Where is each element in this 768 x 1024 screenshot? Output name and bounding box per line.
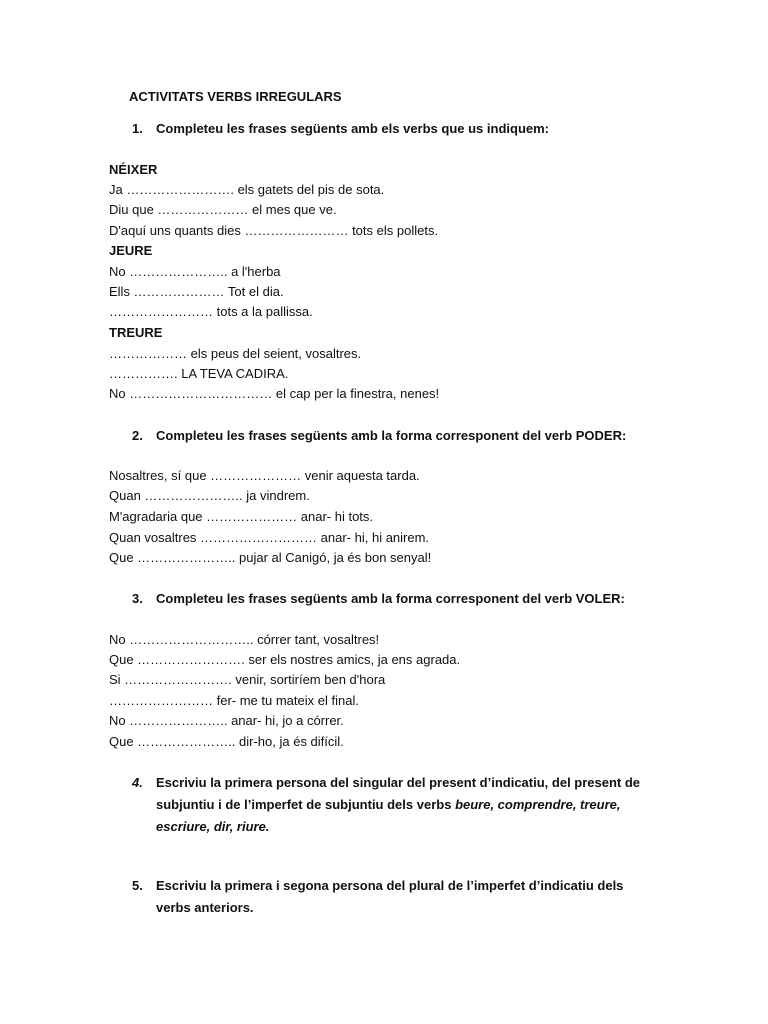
verb-heading-neixer: NÉIXER xyxy=(109,162,158,177)
exercise-line: D'aquí uns quants dies …………………… tots els pollets. xyxy=(109,223,439,238)
section-4-instruction xyxy=(156,772,664,838)
exercise-line: Que ……………………. ser els nostres amics, ja ens agrada. xyxy=(109,652,461,667)
section-3-number: 3. xyxy=(132,591,143,606)
exercise-line: Ja ……………………. els gatets del pis de sota. xyxy=(109,182,385,197)
section-4-verb-list: beure, comprendre, treure, escriure, dir, riure. xyxy=(156,797,621,834)
exercise-line: ……………… els peus del seient, vosaltres. xyxy=(109,346,362,361)
exercise-line: Si ……………………. venir, sortiríem ben d'hora xyxy=(109,672,386,687)
section-5-instruction: Escriviu la primera i segona persona del plural de l’imperfet d’indicatiu dels verbs anteriors. xyxy=(156,878,624,915)
section-2-instruction: Completeu les frases següents amb la forma corresponent del verb PODER: xyxy=(156,428,627,443)
section-4-text: Escriviu la primera persona del singular del present d’indicatiu, del present de subjuntiu i de l’imperfet de subjuntiu dels verbs xyxy=(156,775,641,812)
verb-heading-treure: TREURE xyxy=(109,325,163,340)
exercise-line: …………………… fer- me tu mateix el final. xyxy=(109,693,359,708)
section-1-instruction: Completeu les frases següents amb els verbs que us indiquem: xyxy=(156,121,550,136)
section-2-number: 2. xyxy=(132,428,143,443)
exercise-line: Que ………………….. dir-ho, ja és difícil. xyxy=(109,734,344,749)
exercise-line: …………………… tots a la pallissa. xyxy=(109,304,313,319)
verb-heading-jeure: JEURE xyxy=(109,243,153,258)
exercise-line: No ……………………….. córrer tant, vosaltres! xyxy=(109,632,380,647)
section-5-number: 5. xyxy=(132,878,143,893)
exercise-line: Que ………………….. pujar al Canigó, ja és bon senyal! xyxy=(109,550,432,565)
exercise-line: No ………………….. a l'herba xyxy=(109,264,281,279)
exercise-line: No ………………….. anar- hi, jo a córrer. xyxy=(109,713,344,728)
page-title: ACTIVITATS VERBS IRREGULARS xyxy=(129,89,342,104)
exercise-line: Ells ………………… Tot el dia. xyxy=(109,284,284,299)
exercise-line: ……………. LA TEVA CADIRA. xyxy=(109,366,289,381)
exercise-line: Quan vosaltres ……………………… anar- hi, hi anirem. xyxy=(109,530,430,545)
section-4-number: 4. xyxy=(132,775,143,790)
exercise-line: Nosaltres, sí que ………………… venir aquesta tarda. xyxy=(109,468,420,483)
exercise-line: Quan ………………….. ja vindrem. xyxy=(109,488,310,503)
exercise-line: Diu que ………………… el mes que ve. xyxy=(109,202,337,217)
exercise-line: M'agradaria que ………………… anar- hi tots. xyxy=(109,509,374,524)
section-3-instruction: Completeu les frases següents amb la forma corresponent del verb VOLER: xyxy=(156,591,625,606)
exercise-line: No …………………………… el cap per la finestra, nenes! xyxy=(109,386,440,401)
section-1-number: 1. xyxy=(132,121,143,136)
